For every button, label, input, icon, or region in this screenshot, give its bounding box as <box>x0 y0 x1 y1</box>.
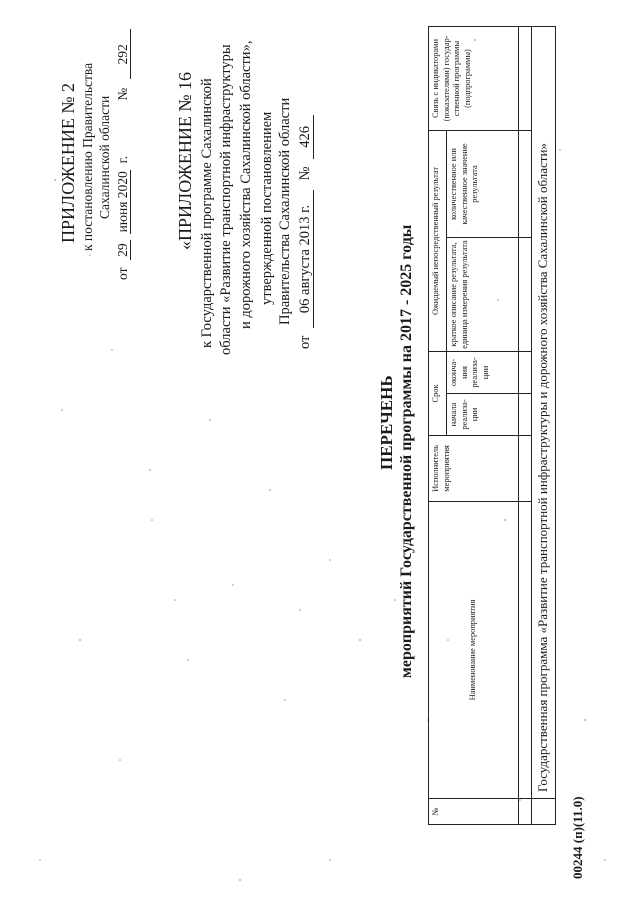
appendix16-title: «ПРИЛОЖЕНИЕ № 16 <box>175 71 195 250</box>
program-row-title: Государственная программа «Развитие транспортной инфраструктуры и дорожного хозяйства Сахалинской области» <box>532 27 556 799</box>
appendix2-month-year: июня 2020 <box>115 171 130 233</box>
appendix2-date-line <box>115 29 131 280</box>
appendix16-line1: к Государственной программе Сахалинской <box>199 78 215 348</box>
appendix16-line3: и дорожного хозяйства Сахалинской области», <box>238 40 254 329</box>
appendix16-date: 06 августа 2013 г. <box>298 190 314 328</box>
appendix16-number: 426 <box>298 115 314 159</box>
appendix16-line4: утвержденной постановлением <box>259 111 275 305</box>
header-result-value: количественное или качественное значение результата <box>447 131 519 238</box>
appendix2-from: от <box>115 267 130 280</box>
appendix16-line2: области «Развитие транспортной инфраструктуры <box>218 44 234 355</box>
header-result: Ожидаемый непосредственный результат <box>429 131 447 352</box>
appendix2-number: 292 <box>116 29 131 79</box>
appendix2-day: 29 <box>116 240 131 260</box>
document-code: 00244 (п)(11.0) <box>570 796 585 879</box>
appendix2-line1: к постановлению Правительства <box>80 62 95 251</box>
appendix2-line2: Сахалинской области <box>97 95 112 219</box>
header-term: Срок <box>429 352 447 436</box>
header-term-end: оконча- ния реализа- ции <box>447 352 519 394</box>
appendix16-number-sign: № <box>297 166 313 181</box>
measures-table <box>428 26 556 825</box>
appendix16-date-line <box>297 115 314 349</box>
header-result-desc: краткое описание результата, единица измерения результата <box>447 238 519 352</box>
document-subtitle: мероприятий Государственной программы на 2017 - 2025 годы <box>398 224 415 678</box>
header-link: Связь с индикаторами (показателями) государ- ственной программы (подпрограммы) <box>429 27 519 131</box>
header-executor: Исполнитель мероприятия <box>429 436 519 502</box>
table-spacer-row <box>519 27 532 825</box>
table-row <box>532 27 556 825</box>
appendix16-from: от <box>297 335 313 349</box>
appendix2-year-suffix: г. <box>115 156 130 164</box>
header-no: № <box>429 799 519 825</box>
appendix2-number-sign: № <box>115 87 130 101</box>
appendix2-title: ПРИЛОЖЕНИЕ № 2 <box>58 82 78 243</box>
appendix16-line5: Правительства Сахалинской области <box>277 97 293 325</box>
header-term-start: начала реализа- ции <box>447 394 519 436</box>
header-name: Наименование мероприятия <box>429 502 519 799</box>
document-title: ПЕРЕЧЕНЬ <box>377 375 396 470</box>
